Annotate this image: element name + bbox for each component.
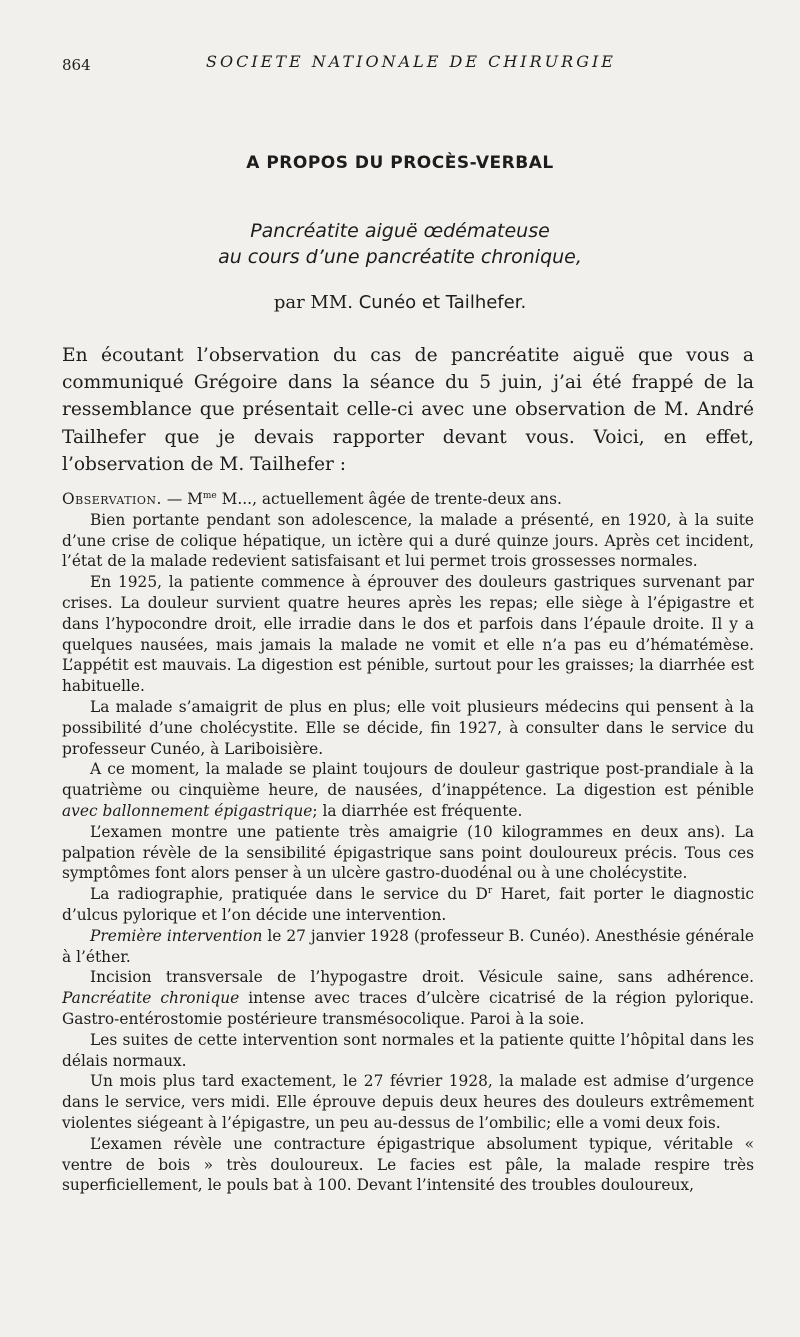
article-title-line-1: Pancréatite aiguë œdémateuse bbox=[250, 220, 550, 242]
byline-authors: Cunéo et Tailhefer. bbox=[358, 292, 527, 313]
patient-description: M..., actuellement âgée de trente-deux ans. bbox=[216, 490, 562, 508]
observation-label: Observation. bbox=[62, 490, 162, 508]
intro-paragraph: En écoutant l’observation du cas de pancréatite aiguë que vous a communiqué Grégoire dans la séance du 5 juin, j’ai été frappé de la ressemblance que présentait celle-ci avec une observation de M. André Tailhefer que je devais rapporter devant vous. Voici, en effet, l’observation de M. Tailhefer : bbox=[62, 345, 754, 475]
paragraph-6 bbox=[62, 884, 754, 926]
running-header bbox=[62, 52, 760, 74]
paragraph-4-text-b: ; la diarrhée est fréquente. bbox=[312, 801, 523, 820]
byline-prefix: par MM. bbox=[273, 292, 353, 313]
paragraph-8 bbox=[62, 967, 754, 1029]
paragraph-9: Les suites de cette intervention sont normales et la patiente quitte l’hôpital dans les délais normaux. bbox=[62, 1030, 754, 1070]
paragraph-3: La malade s’amaigrit de plus en plus; elle voit plusieurs médecins qui pensent à la possibilité d’une cholécystite. Elle se décide, fin 1927, à consulter dans le service du professeur Cunéo, à Lariboisière. bbox=[62, 697, 754, 758]
running-title: SOCIETE NATIONALE DE CHIRURGIE bbox=[206, 52, 616, 71]
observation-dash: — bbox=[161, 490, 188, 508]
paragraph-7-text: le 27 janvier 1928 (professeur B. Cunéo). Anesthésie générale à l’éther. bbox=[62, 926, 754, 966]
paragraph-6-text-a: La radiographie, pratiquée dans le service du D bbox=[90, 885, 488, 904]
paragraph-8-emphasis: Pancréatite chronique bbox=[62, 989, 240, 1008]
paragraph-1: Bien portante pendant son adolescence, la malade a présenté, en 1920, à la suite d’une crise de colique hépatique, un ictère qui a duré quinze jours. Après cet incident, l’état de la malade redevient satisfaisant et lui permet trois grossesses normales. bbox=[62, 510, 754, 571]
paragraph-10: Un mois plus tard exactement, le 27 février 1928, la malade est admise d’urgence dans le service, vers midi. Elle éprouve depuis deux heures des douleurs extrêmement violentes siégeant à l’épigastre, un peu au-dessus de l’ombilic; elle a vomi deux fois. bbox=[62, 1072, 754, 1132]
paragraph-6-text-b: Haret, fait porter le diagnostic d’ulcus pylorique et l’on décide une intervention. bbox=[62, 885, 754, 924]
section-title: A PROPOS DU PROCÈS-VERBAL bbox=[246, 153, 554, 173]
paragraph-4-emphasis: avec ballonnement épigastrique bbox=[62, 801, 313, 820]
observation-body bbox=[62, 489, 754, 1196]
article-title bbox=[0, 218, 800, 270]
patient-sup: me bbox=[202, 490, 217, 501]
paragraph-7-emphasis: Première intervention bbox=[90, 926, 263, 945]
observation-heading bbox=[62, 489, 754, 510]
article-title-line-2: au cours d’une pancréatite chronique, bbox=[218, 246, 582, 268]
paragraph-8-text-b: intense avec traces d’ulcère cicatrisé de la région pylorique. Gastro-entérostomie postérieure transmésocolique. Paroi à la soie. bbox=[62, 989, 754, 1028]
paragraph-5: L’examen montre une patiente très amaigrie (10 kilogrammes en deux ans). La palpation révèle de la sensibilité épigastrique sans point douloureux précis. Tous ces symptômes font alors penser à un ulcère gastro-duodénal ou à une cholécystite. bbox=[62, 822, 754, 883]
paragraph-4-text-a: A ce moment, la malade se plaint toujours de douleur gastrique post-prandiale à la quatrième ou cinquième heure, de nausées, d’inappétence. La digestion est pénible bbox=[62, 760, 754, 800]
paragraph-4 bbox=[62, 759, 754, 821]
paragraph-8-text-a: Incision transversale de l’hypogastre droit. Vésicule saine, sans adhérence. bbox=[90, 968, 754, 987]
paragraph-11: L’examen révèle une contracture épigastrique absolument typique, véritable « ventre de bois » très douloureux. Le facies est pâle, la malade respire très superficiellement, le pouls bat à 100. Devant l’intensité des troubles douloureux, bbox=[62, 1134, 754, 1195]
page-number: 864 bbox=[62, 56, 91, 74]
patient-prefix: M bbox=[187, 490, 203, 508]
paragraph-6-sup: r bbox=[487, 886, 493, 897]
paragraph-2: En 1925, la patiente commence à éprouver des douleurs gastriques survenant par crises. La douleur survient quatre heures après les repas; elle siège à l’épigastre et dans l’hypocondre droit, elle irradie dans le dos et parfois dans l’épaule droite. Il y a quelques nausées, mais jamais la malade ne vomit et elle n’a pas eu d’hématémèse. L’appétit est mauvais. La digestion est pénible, surtout pour les graisses; la diarrhée est habituelle. bbox=[62, 573, 754, 696]
byline bbox=[0, 292, 800, 313]
paragraph-7 bbox=[62, 926, 754, 968]
